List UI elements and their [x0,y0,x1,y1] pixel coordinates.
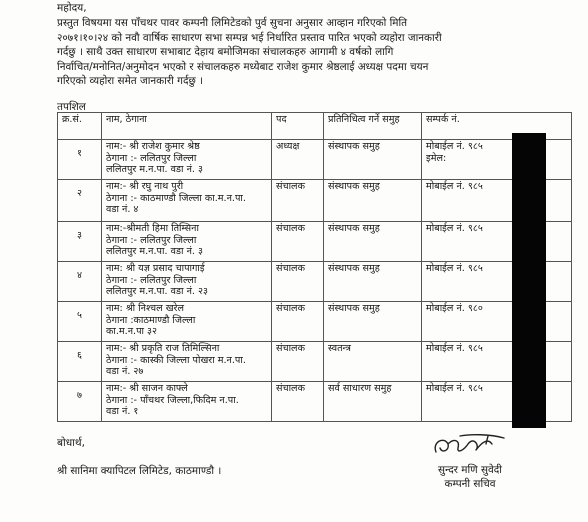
row-contact [422,140,572,180]
row-group: संस्थापक समुह [324,222,422,262]
contact-line: मोबाईल नं. ९८५ [426,383,483,394]
header-post: पद [272,113,324,140]
header-group: प्रतिनिधित्व गर्ने समुह [324,113,422,140]
contact-line: मोबाईल नं. ९८५ [426,263,483,274]
row-group: संस्थापक समुह [324,140,422,180]
row-sn: ६ [58,342,102,382]
row-post: संचालक [272,222,324,262]
contact-line: मोबाईल नं. ९८५ [426,343,483,354]
row-post: संचालक [272,180,324,222]
row-group: संस्थापक समुह [324,302,422,342]
name-address-line: ठेगाना :काठमाण्डौ जिल्ला [106,314,196,326]
directors-table [57,112,572,422]
body-line: निर्वाचित/मनोनित/अनुमोदन भएको र संचालकहरु मध्येबाट राजेश कुमार श्रेष्ठलाई अध्यक्ष पदमा चयन [57,60,429,73]
row-group: संस्थापक समुह [324,180,422,222]
name-address-line: ठेगाना :- ललितपुर जिल्ला [106,234,197,246]
row-name-address [102,342,272,382]
signature-image [430,432,510,462]
row-post: संचालक [272,382,324,422]
name-address-line: नाम: श्री निश्चल खरेल [106,303,184,314]
row-sn: २ [58,180,102,222]
row-group: स्वतन्त्र [324,342,422,382]
name-address-line: वडा नं. २७ [106,366,144,378]
row-contact [422,342,572,382]
row-sn: ३ [58,222,102,262]
name-address-line: ललितपुर म.न.पा. वडा नं. ३ [106,164,203,176]
name-address-line: नाम:- श्री रघु नाथ पुरी [106,181,184,192]
body-line: गर्दछु । साथै उक्त साधारण सभाबाट देहाय बमोजिमका संचालकहरु आगामी ४ वर्षको लागि [57,46,394,59]
table-row [58,262,572,302]
row-name-address [102,302,272,342]
row-post: अध्यक्ष [272,140,324,180]
row-sn: ५ [58,302,102,342]
table-row [58,302,572,342]
name-address-line: ठेगाना :- काठमाण्डौ जिल्ला का.म.न.पा. [106,192,246,204]
contact-line: इमेल: [426,152,447,164]
table-header-row [58,113,572,140]
row-name-address [102,222,272,262]
row-sn: ४ [58,262,102,302]
name-address-line: ठेगाना :- ललितपुर जिल्ला [106,152,197,164]
signatory-title: कम्पनी सचिव [444,478,496,490]
name-address-line: ठेगाना :- ललितपुर जिल्ला [106,274,197,286]
header-sn: क्र.सं. [58,113,102,140]
table-row [58,382,572,422]
cc-label: बोधार्थ, [57,437,85,449]
contact-line: मोबाईल नं. ९८५ [426,141,483,152]
name-address-line: वडा नं. ४ [106,204,139,216]
row-name-address [102,262,272,302]
row-contact [422,180,572,222]
name-address-line: ठेगाना :- कास्की जिल्ला पोखरा म.न.पा. [106,354,246,366]
row-name-address [102,140,272,180]
header-contact: सम्पर्क नं. [422,113,572,140]
name-address-line: नाम:- श्री प्रकृति राज तिमिल्सिना [106,343,220,354]
row-group: संस्थापक समुह [324,262,422,302]
row-post: संचालक [272,262,324,302]
row-contact [422,302,572,342]
row-sn: ७ [58,382,102,422]
salutation: महोदय, [57,2,87,14]
name-address-line: वडा नं. १ [106,406,139,418]
row-post: संचालक [272,342,324,382]
row-name-address [102,382,272,422]
row-contact [422,222,572,262]
header-name: नाम, ठेगाना [102,113,272,140]
signatory-name: सुन्दर मणि सुवेदी [437,464,503,476]
row-name-address [102,180,272,222]
name-address-line: ललितपुर म.न.पा. वडा नं. ३ [106,246,203,258]
table-row [58,222,572,262]
contact-line: मोबाईल नं. ९८५ [426,181,483,192]
name-address-line: नाम:- श्री राजेश कुमार श्रेष्ठ [106,141,200,152]
table-row [58,140,572,180]
name-address-line: ललितपुर म.न.पा. वडा नं. २३ [106,286,208,298]
row-sn: १ [58,140,102,180]
contact-line: मोबाईल नं. ९८५ [426,223,483,234]
cc-recipient: श्री सानिमा क्यापिटल लिमिटेड, काठमाण्डौ । [57,465,222,477]
row-post: संचालक [272,302,324,342]
row-group: सर्व साधारण समुह [324,382,422,422]
body-line: गरिएको व्यहोरा समेत जानकारी गर्दछु । [57,75,203,88]
contact-line: मोबाईल नं. ९८० [426,303,483,314]
letter-body [57,16,577,89]
table-row [58,180,572,222]
redaction-block [512,133,546,428]
name-address-line: ठेगाना :- पाँचथर जिल्ला,फिदिम न.पा. [106,394,239,406]
name-address-line: नाम:-श्रीमती हिमा तिम्सिना [106,223,199,234]
table-row [58,342,572,382]
name-address-line: नाम:- श्री साजन काफ्ले [106,383,188,394]
row-contact [422,382,572,422]
row-contact [422,262,572,302]
name-address-line: नाम: श्री यज्ञ प्रसाद चापागाई [106,263,205,274]
schedule-heading: तपशिल [57,101,86,113]
name-address-line: का.म.न.पा ३२ [106,326,158,338]
body-line: २०७१।१०।२४ को नवौ वार्षिक साधारण सभा सम्पन्न भई निर्धारित प्रस्ताव पारित भएको व्यहोरा जानकारी [57,31,442,44]
body-line: प्रस्तुत विषयमा यस पाँचथर पावर कम्पनी लिमिटेडको पुर्व सुचना अनुसार आव्हान गरिएको मिति [57,17,408,29]
